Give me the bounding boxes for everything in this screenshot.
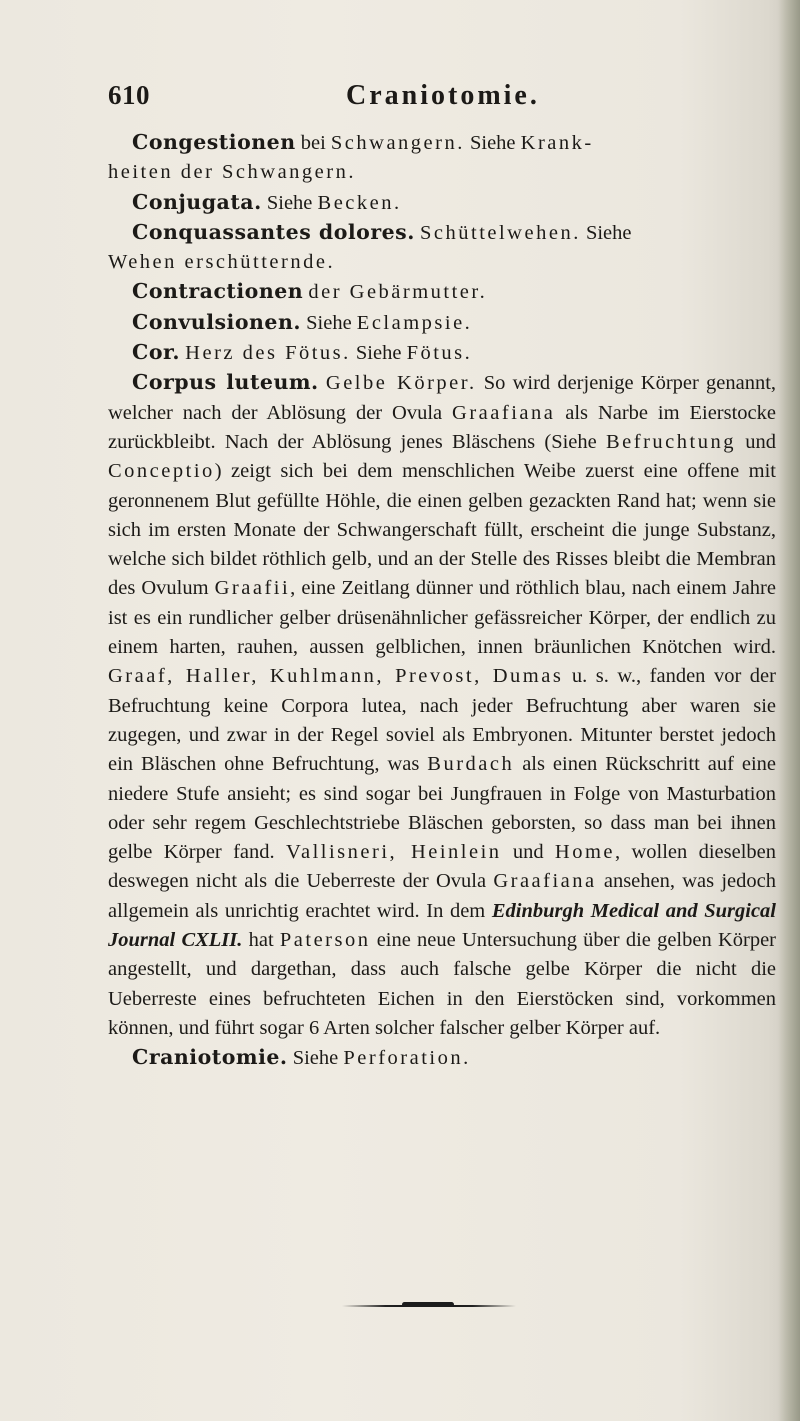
- running-title: Craniotomie.: [346, 80, 540, 111]
- dictionary-text: [108, 128, 776, 1074]
- entry-craniotomie: Craniotomie. Siehe Perforation.: [132, 1045, 471, 1070]
- entry-headword: Cor.: [132, 340, 181, 365]
- entry-conquassantes-dolores: Conquassantes dolores. Schüttelwehen. Siehe Wehen erschütternde.: [108, 219, 632, 274]
- entry-headword: Contractionen: [132, 279, 304, 304]
- entry-congestionen: Congestionen bei Schwangern. Siehe Krank- heiten der Schwangern.: [108, 130, 594, 184]
- entry-conjugata: Conjugata. Siehe Becken.: [132, 189, 402, 214]
- entry-contractionen: Contractionen der Gebärmutter.: [132, 279, 488, 304]
- entry-headword: Congestionen: [132, 130, 296, 154]
- entry-cor: Cor. Herz des Fötus. Siehe Fötus.: [132, 340, 473, 365]
- page-number: 610: [108, 80, 150, 110]
- closing-rule-ornament: [402, 1302, 454, 1307]
- entry-headword: Convulsionen.: [132, 309, 301, 334]
- entry-convulsionen: Convulsionen. Siehe Eclampsie.: [132, 309, 473, 334]
- entry-headword: Conquassantes dolores.: [132, 219, 415, 244]
- page-header: [108, 80, 773, 116]
- entry-headword: Conjugata.: [132, 189, 262, 214]
- page-edge-shadow: [778, 0, 800, 1421]
- entry-headword: Corpus luteum.: [132, 370, 319, 395]
- entry-corpus-luteum: Corpus luteum. Gelbe Körper. So wird derjenige Körper genannt, welcher nach der Ablösung der Ovula Graafiana als Narbe im Eierstocke zurückbleibt. Nach der Ablösung jenes Bläschens (Siehe Befruchtung und Conceptio) zeigt sich bei dem menschlichen Weibe zuerst eine offene mit geronnenem Blut gefüllte Höhle, die einen gelben gezackten Rand hat; wenn sie sich im ersten Monate der Schwangerschaft füllt, erscheint die junge Substanz, welche sich bildet röthlich gelb, und an der Stelle des Risses bleibt die Membran des Ovulum Graafii, eine Zeitlang dünner und röthlich blau, nach einem Jahre ist es ein rundlicher gelber drüsenähnlicher gefässreicher Körper, der endlich zu einem harten, rauhen, aussen gelblichen, innen bräunlichen Knötchen wird. Graaf, Haller, Kuhlmann, Prevost, Dumas u. s. w., fanden vor der Befruchtung keine Corpora lutea, nach jeder Befruchtung aber waren sie zugegen, und zwar in der Regel soviel als Embryonen. Mitunter berstet jedoch ein Bläschen ohne Befruchtung, was Burdach als einen Rückschritt auf eine niedere Stufe ansieht; es sind sogar bei Jungfrauen in Folge von Masturbation oder sehr regem Geschlechtstriebe Bläschen geborsten, so dass man bei ihnen gelbe Körper fand. Vallisneri, Heinlein und Home, wollen dieselben deswegen nicht als die Ueberreste der Ovula Graafiana ansehen, was jedoch allgemein als unrichtig erachtet wird. In dem Edinburgh Medical and Surgical Journal CXLII. hat Paterson eine neue Untersuchung über die gelben Körper angestellt, und dargethan, dass auch falsche gelbe Körper die nicht die Ueberreste eines befruchteten Eichen in den Eierstöcken sind, vorkommen können, und führt sogar 6 Arten solcher falscher gelber Körper auf.: [108, 370, 777, 1039]
- entry-headword: Craniotomie.: [132, 1045, 288, 1070]
- journal-title: Edinburgh Medical and Surgical Journal CXLII.: [108, 899, 776, 952]
